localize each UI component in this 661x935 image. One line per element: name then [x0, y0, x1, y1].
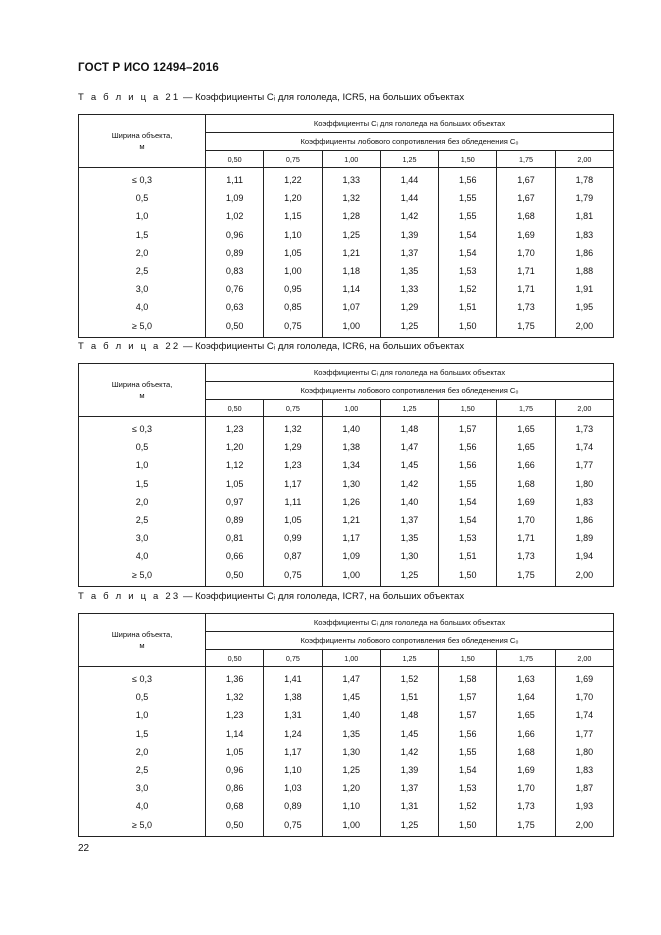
table-cell: 1,45	[380, 456, 438, 474]
column-header: 1,25	[380, 151, 438, 168]
table-cell: 1,14	[206, 725, 264, 743]
table-cell: 1,25	[380, 566, 438, 587]
table-cell: 1,44	[380, 168, 438, 190]
table-cell: 0,89	[206, 511, 264, 529]
table-cell: 1,31	[264, 706, 322, 724]
table-cell: 1,20	[322, 779, 380, 797]
table-cell: 1,17	[322, 529, 380, 547]
table-cell: 1,57	[439, 417, 497, 439]
table-cell: 1,03	[264, 779, 322, 797]
table-row	[79, 816, 614, 837]
ice-coefficient-header: Коэффициенты Cᵢ для гололеда на больших объектах	[206, 614, 614, 632]
table-cell: 1,20	[206, 438, 264, 456]
table-cell: 1,75	[497, 566, 555, 587]
table-cell: 1,79	[555, 189, 613, 207]
table-cell: 1,48	[380, 706, 438, 724]
table-cell: 1,89	[555, 529, 613, 547]
table-cell: 1,28	[322, 207, 380, 225]
column-header: 1,75	[497, 650, 555, 667]
table-cell: 1,68	[497, 743, 555, 761]
table-cell: 0,68	[206, 797, 264, 815]
row-width-label: ≥ 5,0	[79, 317, 206, 338]
table-cell: 1,25	[380, 816, 438, 837]
table-cell: 0,96	[206, 761, 264, 779]
table-cell: 0,75	[264, 317, 322, 338]
table-cell: 1,31	[380, 797, 438, 815]
row-width-label: 3,0	[79, 529, 206, 547]
table-cell: 1,51	[380, 688, 438, 706]
table-cell: 1,83	[555, 761, 613, 779]
column-header: 1,50	[439, 400, 497, 417]
table-cell: 1,73	[555, 417, 613, 439]
table-cell: 1,52	[439, 280, 497, 298]
table-row	[79, 207, 614, 225]
table-cell: 1,00	[322, 816, 380, 837]
table-cell: 0,50	[206, 317, 264, 338]
table-cell: 0,97	[206, 493, 264, 511]
drag-coefficient-header: Коэффициенты лобового сопротивления без обледенения C₀	[206, 632, 614, 650]
table-cell: 1,50	[439, 317, 497, 338]
table-cell: 1,00	[322, 566, 380, 587]
table-row	[79, 566, 614, 587]
table-cell: 1,93	[555, 797, 613, 815]
table-cell: 1,38	[322, 438, 380, 456]
column-header: 0,50	[206, 400, 264, 417]
column-header: 1,75	[497, 151, 555, 168]
table-cell: 1,50	[439, 566, 497, 587]
table-cell: 1,73	[497, 797, 555, 815]
table-cell: 1,09	[322, 547, 380, 565]
table-22	[78, 363, 614, 587]
table-cell: 1,20	[264, 189, 322, 207]
table-cell: 0,89	[206, 244, 264, 262]
table-cell: 1,36	[206, 667, 264, 689]
table-cell: 1,37	[380, 779, 438, 797]
table-cell: 1,12	[206, 456, 264, 474]
column-header: 0,75	[264, 650, 322, 667]
table-cell: 1,15	[264, 207, 322, 225]
table-cell: 1,05	[206, 475, 264, 493]
column-header: 0,50	[206, 151, 264, 168]
column-header: 2,00	[555, 650, 613, 667]
table-cell: 2,00	[555, 566, 613, 587]
table-cell: 1,67	[497, 168, 555, 190]
table-cell: 1,65	[497, 438, 555, 456]
table-cell: 1,74	[555, 706, 613, 724]
row-width-label: 0,5	[79, 688, 206, 706]
column-header: 2,00	[555, 151, 613, 168]
table-row	[79, 456, 614, 474]
table-cell: 1,67	[497, 189, 555, 207]
table-row	[79, 743, 614, 761]
table-cell: 1,05	[264, 244, 322, 262]
column-header: 1,50	[439, 650, 497, 667]
table-row	[79, 725, 614, 743]
table-cell: 1,71	[497, 529, 555, 547]
table-cell: 1,05	[264, 511, 322, 529]
row-width-label: 2,0	[79, 493, 206, 511]
table-cell: 1,57	[439, 688, 497, 706]
table-cell: 1,69	[497, 493, 555, 511]
drag-coefficient-header: Коэффициенты лобового сопротивления без обледенения C₀	[206, 133, 614, 151]
table-cell: 1,30	[380, 547, 438, 565]
table-21	[78, 114, 614, 338]
table-cell: 1,50	[439, 816, 497, 837]
table-cell: 1,55	[439, 475, 497, 493]
table-row	[79, 317, 614, 338]
table-cell: 1,45	[380, 725, 438, 743]
table-cell: 1,53	[439, 779, 497, 797]
table-cell: 1,65	[497, 706, 555, 724]
table-cell: 1,11	[264, 493, 322, 511]
table-cell: 1,40	[322, 706, 380, 724]
row-width-label: 2,5	[79, 511, 206, 529]
table-cell: 1,95	[555, 298, 613, 316]
row-width-label: 1,5	[79, 226, 206, 244]
table-cell: 1,24	[264, 725, 322, 743]
table-cell: 0,76	[206, 280, 264, 298]
table-cell: 1,83	[555, 226, 613, 244]
table-cell: 1,66	[497, 725, 555, 743]
table-cell: 1,42	[380, 743, 438, 761]
table-cell: 1,77	[555, 456, 613, 474]
row-width-label: 2,5	[79, 761, 206, 779]
row-width-label: 1,5	[79, 475, 206, 493]
table-cell: 0,83	[206, 262, 264, 280]
table-cell: 1,80	[555, 743, 613, 761]
table-cell: 1,91	[555, 280, 613, 298]
table-cell: 1,94	[555, 547, 613, 565]
table-cell: 0,50	[206, 566, 264, 587]
table-row	[79, 298, 614, 316]
table-cell: 1,23	[264, 456, 322, 474]
column-header: 1,50	[439, 151, 497, 168]
table-cell: 1,55	[439, 189, 497, 207]
column-header: 1,25	[380, 650, 438, 667]
table-cell: 1,33	[322, 168, 380, 190]
table-cell: 1,68	[497, 475, 555, 493]
table-cell: 0,81	[206, 529, 264, 547]
row-width-label: 0,5	[79, 438, 206, 456]
table-row	[79, 262, 614, 280]
table-23-caption-text: — Коэффициенты Cᵢ для гололеда, ICR7, на больших объектах	[180, 591, 465, 602]
row-width-label: 2,0	[79, 244, 206, 262]
table-cell: 1,69	[555, 667, 613, 689]
table-cell: 1,48	[380, 417, 438, 439]
column-header: 1,75	[497, 400, 555, 417]
table-row	[79, 168, 614, 190]
width-column-header: Ширина объекта, м	[79, 614, 206, 667]
table-cell: 2,00	[555, 816, 613, 837]
table-cell: 1,00	[322, 317, 380, 338]
table-cell: 1,56	[439, 725, 497, 743]
table-cell: 0,95	[264, 280, 322, 298]
row-width-label: 3,0	[79, 779, 206, 797]
table-row	[79, 280, 614, 298]
table-cell: 1,32	[322, 189, 380, 207]
table-cell: 1,74	[555, 438, 613, 456]
table-cell: 1,10	[264, 761, 322, 779]
table-cell: 1,42	[380, 475, 438, 493]
table-cell: 1,44	[380, 189, 438, 207]
table-cell: 1,09	[206, 189, 264, 207]
table-cell: 1,32	[206, 688, 264, 706]
table-cell: 1,54	[439, 226, 497, 244]
width-column-header: Ширина объекта, м	[79, 364, 206, 417]
table-cell: 1,86	[555, 244, 613, 262]
row-width-label: 4,0	[79, 797, 206, 815]
table-cell: 1,57	[439, 706, 497, 724]
table-cell: 1,83	[555, 493, 613, 511]
table-cell: 1,42	[380, 207, 438, 225]
table-cell: 1,75	[497, 317, 555, 338]
table-row	[79, 244, 614, 262]
table-23-caption-prefix: Т а б л и ц а 23	[78, 591, 181, 602]
table-cell: 1,35	[322, 725, 380, 743]
table-row	[79, 417, 614, 439]
table-cell: 1,52	[380, 667, 438, 689]
table-row	[79, 511, 614, 529]
table-cell: 1,25	[380, 317, 438, 338]
table-cell: 1,37	[380, 244, 438, 262]
table-23-caption	[78, 591, 464, 602]
table-cell: 1,41	[264, 667, 322, 689]
table-22-caption	[78, 341, 464, 352]
row-width-label: 3,0	[79, 280, 206, 298]
table-cell: 1,65	[497, 417, 555, 439]
table-row	[79, 438, 614, 456]
table-cell: 1,54	[439, 511, 497, 529]
table-cell: 1,81	[555, 207, 613, 225]
row-width-label: 0,5	[79, 189, 206, 207]
table-cell: 1,53	[439, 529, 497, 547]
table-cell: 0,75	[264, 816, 322, 837]
table-row	[79, 706, 614, 724]
table-cell: 0,50	[206, 816, 264, 837]
table-cell: 1,73	[497, 547, 555, 565]
table-cell: 1,78	[555, 168, 613, 190]
table-cell: 1,07	[322, 298, 380, 316]
table-cell: 1,58	[439, 667, 497, 689]
table-cell: 0,63	[206, 298, 264, 316]
table-cell: 1,38	[264, 688, 322, 706]
row-width-label: ≤ 0,3	[79, 417, 206, 439]
table-cell: 1,05	[206, 743, 264, 761]
table-cell: 1,29	[380, 298, 438, 316]
width-column-header: Ширина объекта, м	[79, 115, 206, 168]
table-cell: 1,56	[439, 456, 497, 474]
table-cell: 1,10	[322, 797, 380, 815]
row-width-label: ≤ 0,3	[79, 667, 206, 689]
table-cell: 1,70	[555, 688, 613, 706]
table-cell: 1,66	[497, 456, 555, 474]
table-cell: 0,87	[264, 547, 322, 565]
table-cell: 1,51	[439, 298, 497, 316]
table-cell: 1,00	[264, 262, 322, 280]
row-width-label: 1,5	[79, 725, 206, 743]
table-cell: 1,25	[322, 761, 380, 779]
table-cell: 1,69	[497, 226, 555, 244]
table-cell: 1,26	[322, 493, 380, 511]
table-cell: 1,11	[206, 168, 264, 190]
column-header: 0,75	[264, 151, 322, 168]
table-cell: 1,39	[380, 761, 438, 779]
row-width-label: 1,0	[79, 456, 206, 474]
table-row	[79, 761, 614, 779]
table-cell: 0,66	[206, 547, 264, 565]
table-row	[79, 667, 614, 689]
table-cell: 1,56	[439, 438, 497, 456]
table-cell: 1,45	[322, 688, 380, 706]
table-cell: 0,86	[206, 779, 264, 797]
row-width-label: 1,0	[79, 706, 206, 724]
table-cell: 1,56	[439, 168, 497, 190]
table-row	[79, 529, 614, 547]
table-21-caption	[78, 92, 464, 103]
row-width-label: ≤ 0,3	[79, 168, 206, 190]
table-row	[79, 226, 614, 244]
table-row	[79, 493, 614, 511]
column-header: 1,00	[322, 650, 380, 667]
table-cell: 1,23	[206, 706, 264, 724]
table-21-caption-prefix: Т а б л и ц а 21	[78, 92, 181, 103]
table-cell: 0,99	[264, 529, 322, 547]
table-cell: 1,39	[380, 226, 438, 244]
table-cell: 0,96	[206, 226, 264, 244]
table-cell: 1,35	[380, 529, 438, 547]
row-width-label: 2,0	[79, 743, 206, 761]
table-cell: 1,54	[439, 493, 497, 511]
table-cell: 2,00	[555, 317, 613, 338]
table-cell: 0,85	[264, 298, 322, 316]
table-23	[78, 613, 614, 837]
table-cell: 1,34	[322, 456, 380, 474]
table-row	[79, 688, 614, 706]
table-cell: 1,70	[497, 511, 555, 529]
row-width-label: 2,5	[79, 262, 206, 280]
table-cell: 1,23	[206, 417, 264, 439]
table-cell: 1,47	[322, 667, 380, 689]
table-cell: 1,86	[555, 511, 613, 529]
table-cell: 1,47	[380, 438, 438, 456]
table-row	[79, 797, 614, 815]
table-cell: 1,71	[497, 262, 555, 280]
table-cell: 1,21	[322, 244, 380, 262]
document-header: ГОСТ Р ИСО 12494–2016	[78, 62, 219, 74]
table-cell: 1,75	[497, 816, 555, 837]
table-cell: 1,30	[322, 743, 380, 761]
table-cell: 1,77	[555, 725, 613, 743]
table-cell: 1,22	[264, 168, 322, 190]
table-cell: 1,70	[497, 244, 555, 262]
row-width-label: ≥ 5,0	[79, 816, 206, 837]
row-width-label: 4,0	[79, 298, 206, 316]
table-cell: 1,40	[322, 417, 380, 439]
table-cell: 1,10	[264, 226, 322, 244]
table-cell: 1,87	[555, 779, 613, 797]
table-cell: 1,32	[264, 417, 322, 439]
table-22-caption-prefix: Т а б л и ц а 22	[78, 341, 181, 352]
table-cell: 1,52	[439, 797, 497, 815]
row-width-label: 4,0	[79, 547, 206, 565]
table-row	[79, 779, 614, 797]
table-cell: 1,55	[439, 207, 497, 225]
table-cell: 1,02	[206, 207, 264, 225]
table-row	[79, 189, 614, 207]
row-width-label: ≥ 5,0	[79, 566, 206, 587]
table-cell: 1,54	[439, 761, 497, 779]
table-cell: 1,71	[497, 280, 555, 298]
table-cell: 1,17	[264, 475, 322, 493]
column-header: 0,75	[264, 400, 322, 417]
table-cell: 0,75	[264, 566, 322, 587]
table-cell: 1,64	[497, 688, 555, 706]
drag-coefficient-header: Коэффициенты лобового сопротивления без обледенения C₀	[206, 382, 614, 400]
page-number: 22	[78, 843, 90, 854]
table-cell: 1,51	[439, 547, 497, 565]
column-header: 2,00	[555, 400, 613, 417]
table-cell: 1,70	[497, 779, 555, 797]
table-cell: 1,25	[322, 226, 380, 244]
table-cell: 1,88	[555, 262, 613, 280]
row-width-label: 1,0	[79, 207, 206, 225]
table-cell: 1,55	[439, 743, 497, 761]
table-cell: 1,80	[555, 475, 613, 493]
table-cell: 1,53	[439, 262, 497, 280]
table-21-caption-text: — Коэффициенты Cᵢ для гололеда, ICR5, на больших объектах	[180, 92, 465, 103]
table-cell: 1,33	[380, 280, 438, 298]
table-cell: 1,54	[439, 244, 497, 262]
table-cell: 0,89	[264, 797, 322, 815]
table-cell: 1,40	[380, 493, 438, 511]
table-cell: 1,63	[497, 667, 555, 689]
table-cell: 1,18	[322, 262, 380, 280]
table-row	[79, 475, 614, 493]
table-cell: 1,37	[380, 511, 438, 529]
column-header: 1,00	[322, 400, 380, 417]
column-header: 1,00	[322, 151, 380, 168]
table-cell: 1,30	[322, 475, 380, 493]
table-22-caption-text: — Коэффициенты Cᵢ для гололеда, ICR6, на больших объектах	[180, 341, 465, 352]
table-cell: 1,21	[322, 511, 380, 529]
ice-coefficient-header: Коэффициенты Cᵢ для гололеда на больших объектах	[206, 115, 614, 133]
table-cell: 1,29	[264, 438, 322, 456]
table-cell: 1,68	[497, 207, 555, 225]
table-cell: 1,35	[380, 262, 438, 280]
table-cell: 1,69	[497, 761, 555, 779]
column-header: 0,50	[206, 650, 264, 667]
column-header: 1,25	[380, 400, 438, 417]
table-cell: 1,73	[497, 298, 555, 316]
ice-coefficient-header: Коэффициенты Cᵢ для гололеда на больших объектах	[206, 364, 614, 382]
table-row	[79, 547, 614, 565]
table-cell: 1,17	[264, 743, 322, 761]
table-cell: 1,14	[322, 280, 380, 298]
